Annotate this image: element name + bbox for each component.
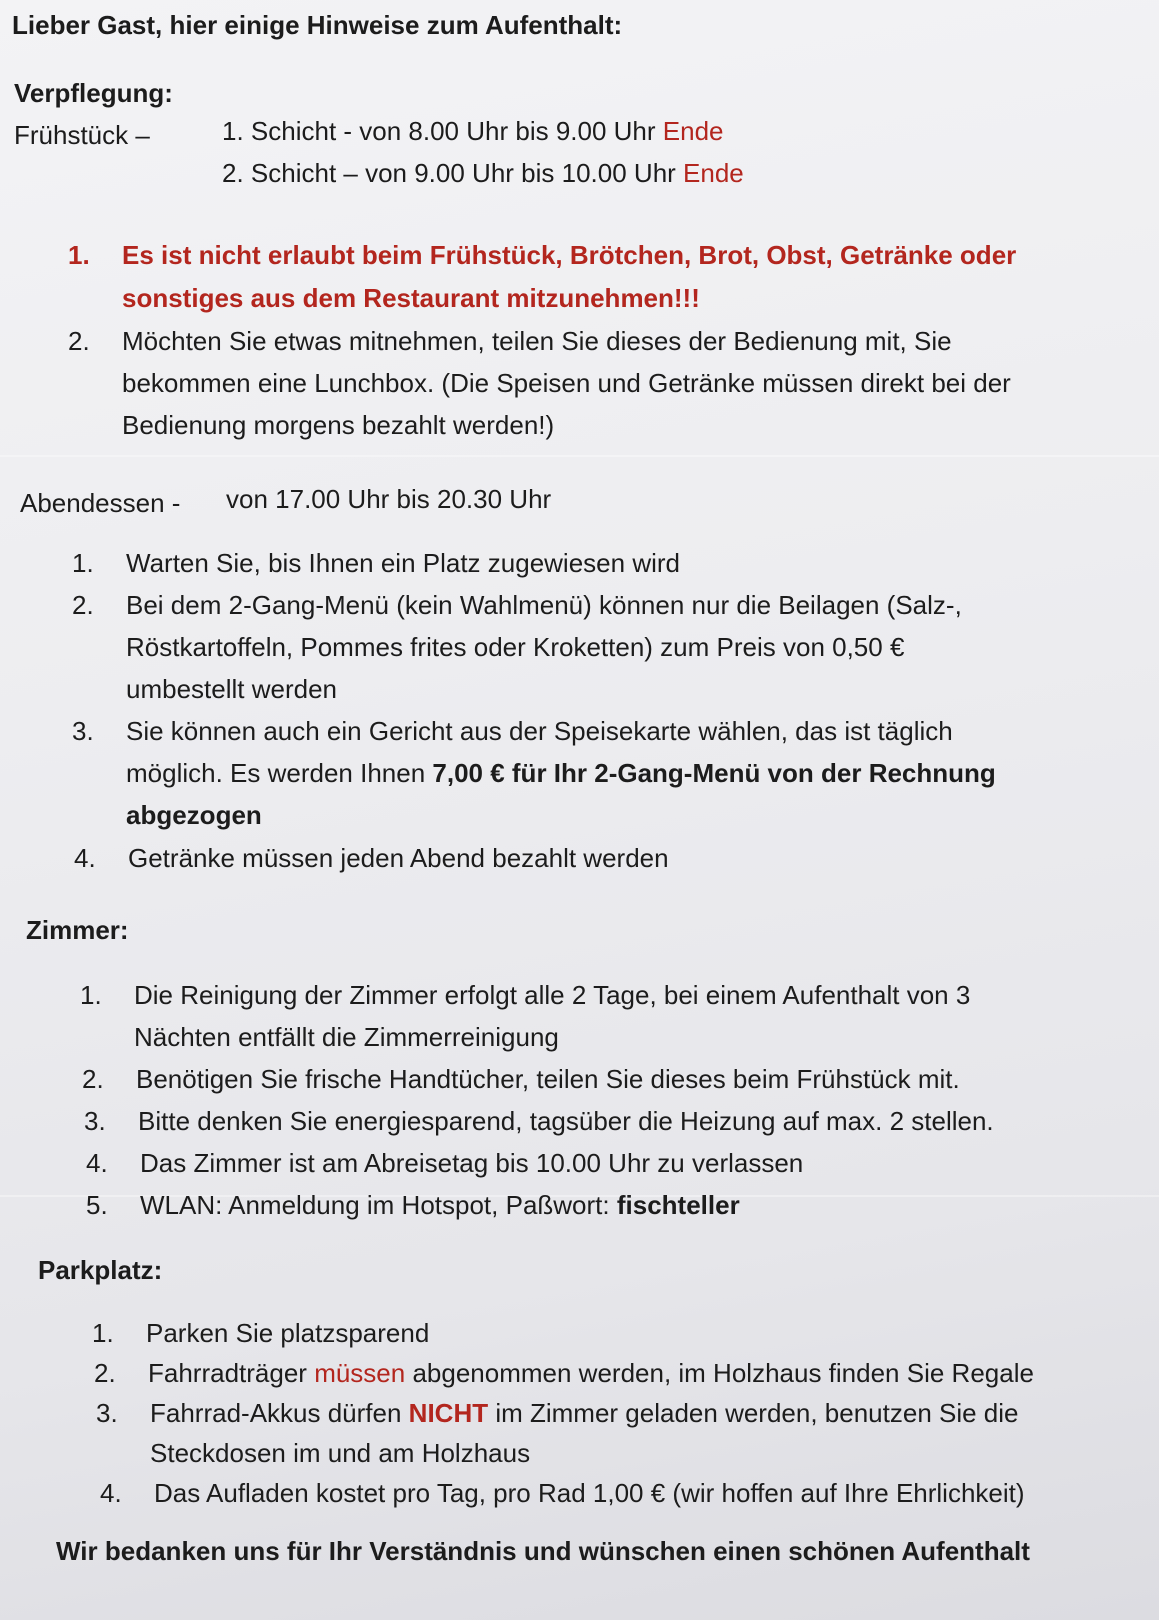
- list-text: Nächten entfällt die Zimmerreinigung: [134, 1022, 559, 1052]
- list-text: umbestellt werden: [126, 674, 337, 704]
- list-number: 1.: [80, 980, 102, 1010]
- schicht-2: [222, 158, 744, 189]
- schicht-end-label: Ende: [662, 116, 724, 146]
- list-item: [92, 1318, 429, 1349]
- list-text: Getränke müssen jeden Abend bezahlt werden: [128, 843, 669, 873]
- section-heading-parkplatz: Parkplatz:: [38, 1255, 163, 1285]
- list-number: 2.: [82, 1064, 104, 1094]
- list-number: 1.: [72, 548, 94, 578]
- list-text: bekommen eine Lunchbox. (Die Speisen und Getränke müssen direkt bei der: [122, 368, 1011, 398]
- list-number: 2.: [94, 1358, 116, 1388]
- list-text-emphasis: 7,00 € für Ihr 2-Gang-Menü von der Rechnung: [432, 758, 996, 788]
- section-heading-zimmer: Zimmer:: [26, 915, 129, 945]
- wlan-password: fischteller: [616, 1190, 740, 1220]
- list-text: Warten Sie, bis Ihnen ein Platz zugewiesen wird: [126, 548, 680, 578]
- list-item: [86, 1148, 803, 1179]
- list-item: [72, 716, 953, 747]
- closing-message: Wir bedanken uns für Ihr Verständnis und wünschen einen schönen Aufenthalt: [56, 1536, 1030, 1566]
- list-text: Die Reinigung der Zimmer erfolgt alle 2 Tage, bei einem Aufenthalt von 3: [134, 980, 971, 1010]
- list-number: 1.: [92, 1318, 114, 1348]
- list-item: [74, 843, 669, 874]
- list-item: [84, 1106, 994, 1137]
- list-text: Parken Sie platzsparend: [146, 1318, 430, 1348]
- list-text: WLAN: Anmeldung im Hotspot, Paßwort:: [140, 1190, 617, 1220]
- list-text: Röstkartoffeln, Pommes frites oder Kroketten) zum Preis von 0,50 €: [126, 632, 905, 662]
- list-item: [86, 1190, 740, 1221]
- list-text-highlight: müssen: [314, 1358, 406, 1388]
- list-text: Es ist nicht erlaubt beim Frühstück, Brötchen, Brot, Obst, Getränke oder: [122, 240, 1017, 270]
- list-number: 1.: [68, 240, 90, 270]
- list-item: [68, 326, 952, 357]
- list-number: 2.: [68, 326, 90, 356]
- list-text: Bei dem 2-Gang-Menü (kein Wahlmenü) können nur die Beilagen (Salz-,: [126, 590, 962, 620]
- fruehstueck-label: Frühstück –: [14, 120, 150, 150]
- list-text: Bitte denken Sie energiesparend, tagsüber die Heizung auf max. 2 stellen.: [138, 1106, 994, 1136]
- list-text-part: Fahrrad-Akkus dürfen: [150, 1398, 409, 1428]
- list-text-part: möglich. Es werden Ihnen: [126, 758, 433, 788]
- paper-crease: [0, 455, 1159, 457]
- section-heading-verpflegung: Verpflegung:: [14, 78, 173, 108]
- list-item: [82, 1064, 960, 1095]
- list-item: [96, 1398, 1019, 1429]
- list-number: 3.: [72, 716, 94, 746]
- list-item: [94, 1358, 1034, 1389]
- list-number: 4.: [86, 1148, 108, 1178]
- list-item: [80, 980, 970, 1011]
- list-text: Das Aufladen kostet pro Tag, pro Rad 1,00 € (wir hoffen auf Ihre Ehrlichkeit): [154, 1478, 1025, 1508]
- list-item: [68, 240, 1016, 271]
- list-text: Das Zimmer ist am Abreisetag bis 10.00 Uhr zu verlassen: [140, 1148, 804, 1178]
- list-item: [100, 1478, 1025, 1509]
- schicht-text: 1. Schicht - von 8.00 Uhr bis 9.00 Uhr: [222, 116, 656, 146]
- list-item: [72, 590, 962, 621]
- abendessen-time: von 17.00 Uhr bis 20.30 Uhr: [226, 484, 552, 514]
- list-text-part: abgenommen werden, im Holzhaus finden Sie Regale: [405, 1358, 1034, 1388]
- list-text: Steckdosen im und am Holzhaus: [150, 1438, 531, 1468]
- page-title: Lieber Gast, hier einige Hinweise zum Aufenthalt:: [12, 10, 623, 40]
- list-text: Benötigen Sie frische Handtücher, teilen Sie dieses beim Frühstück mit.: [136, 1064, 960, 1094]
- schicht-1: [222, 116, 724, 147]
- list-text: Möchten Sie etwas mitnehmen, teilen Sie dieses der Bedienung mit, Sie: [122, 326, 952, 356]
- abendessen-label: Abendessen -: [20, 488, 181, 518]
- list-text-emphasis: abgezogen: [126, 800, 262, 830]
- list-text-highlight: NICHT: [408, 1398, 489, 1428]
- list-number: 2.: [72, 590, 94, 620]
- list-text: Bedienung morgens bezahlt werden!): [122, 410, 555, 440]
- list-number: 4.: [100, 1478, 122, 1508]
- list-text: Sie können auch ein Gericht aus der Speisekarte wählen, das ist täglich: [126, 716, 953, 746]
- list-number: 3.: [84, 1106, 106, 1136]
- list-text: sonstiges aus dem Restaurant mitzunehmen!!!: [122, 283, 700, 313]
- list-item: [72, 548, 680, 579]
- list-text-part: im Zimmer geladen werden, benutzen Sie die: [488, 1398, 1019, 1428]
- list-text: [126, 758, 996, 789]
- list-number: 4.: [74, 843, 96, 873]
- schicht-text: 2. Schicht – von 9.00 Uhr bis 10.00 Uhr: [222, 158, 676, 188]
- list-number: 3.: [96, 1398, 118, 1428]
- schicht-end-label: Ende: [683, 158, 744, 188]
- list-number: 5.: [86, 1190, 108, 1220]
- list-text-part: Fahrradträger: [148, 1358, 315, 1388]
